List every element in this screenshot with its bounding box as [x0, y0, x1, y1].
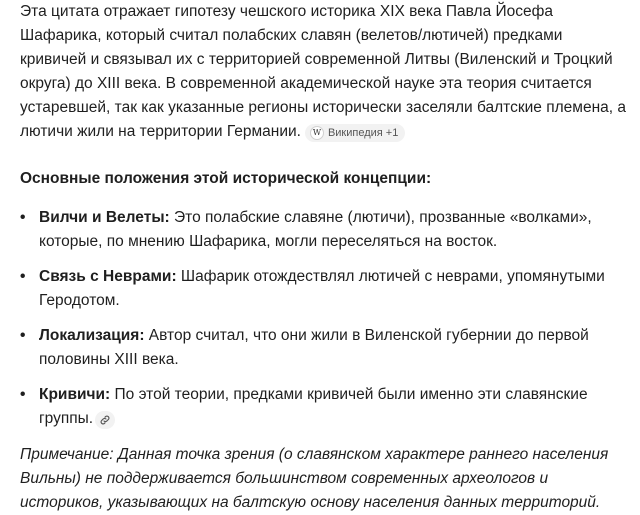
intro-paragraph: [20, 0, 630, 144]
intro-text: Эта цитата отражает гипотезу чешского историка XIX века Павла Йосефа Шафарика, который считал полабских славян (велетов/лютичей) предками кривичей и связывал их с территорией современной Литвы (Виленский и Троцкий округа) до XIII века. В современной академической науке эта теория считается устаревшей, так как указанные регионы исторически заселяли балтские племена, а лютичи жили на территории Германии.: [20, 3, 626, 140]
source-chip-wikipedia[interactable]: [305, 124, 405, 142]
bullet: •: [20, 386, 26, 403]
list-item-term: Вилчи и Велеты:: [39, 209, 170, 226]
list-item-term: Связь с Неврами:: [39, 268, 177, 285]
list-item: [20, 265, 630, 313]
bullet: •: [20, 209, 26, 226]
list-item-text: По этой теории, предками кривичей были именно эти славянские группы.: [39, 386, 588, 427]
list-item-term: Кривичи:: [39, 386, 111, 403]
note-paragraph: Примечание: Данная точка зрения (о славянском характере раннего населения Вильны) не поддерживается большинством современных археологов и историков, указывающих на балтскую основу населения данных территорий.: [20, 446, 609, 511]
list-item: [20, 206, 630, 254]
list-item-text: Шафарик отождествлял лютичей с неврами, упомянутыми Геродотом.: [39, 268, 605, 309]
list-item: [20, 383, 630, 431]
section-heading: Основные положения этой исторической концепции:: [20, 170, 432, 187]
bullet: •: [20, 327, 26, 344]
answer-content: [20, 0, 630, 515]
list-item-text: Это полабские славяне (лютичи), прозванные «волками», которые, по мнению Шафарика, могли переселяться на восток.: [39, 209, 592, 250]
concept-list: [20, 206, 630, 431]
source-chip-label: Википедия +1: [327, 127, 399, 139]
wikipedia-icon: W: [310, 126, 324, 140]
list-item-term: Локализация:: [39, 327, 145, 344]
source-link-button[interactable]: [95, 411, 115, 429]
list-item-text: Автор считал, что они жили в Виленской губернии до первой половины XIII века.: [39, 327, 589, 368]
list-item: [20, 324, 630, 372]
link-icon: [99, 414, 111, 426]
bullet: •: [20, 268, 26, 285]
